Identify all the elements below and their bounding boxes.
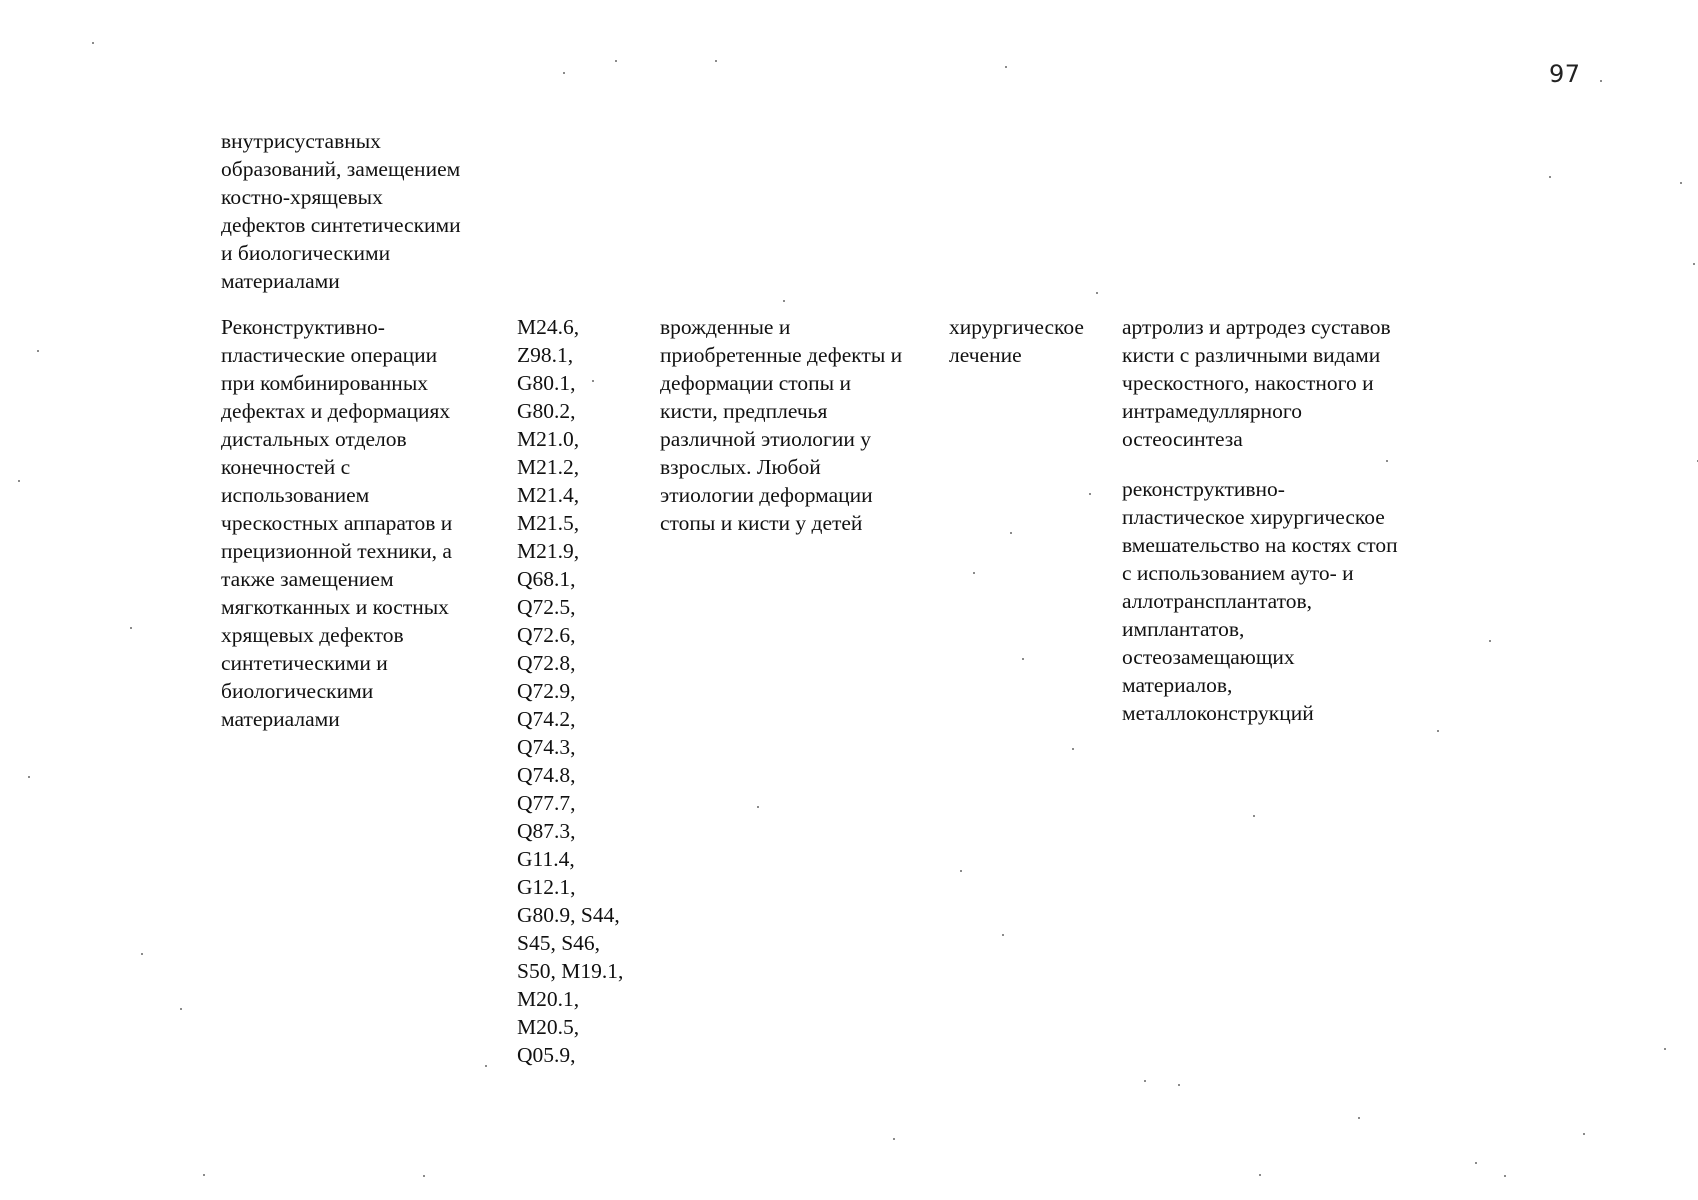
scan-speck — [18, 480, 20, 482]
scan-speck — [1253, 815, 1255, 817]
scan-speck — [973, 572, 975, 574]
scan-speck — [141, 953, 143, 955]
scan-speck — [1358, 1117, 1360, 1119]
scan-speck — [563, 72, 565, 74]
scan-speck — [130, 627, 132, 629]
scan-speck — [715, 60, 717, 62]
scan-speck — [1437, 730, 1439, 732]
scan-speck — [1096, 292, 1098, 294]
icd-codes: М24.6, Z98.1, G80.1, G80.2, M21.0, M21.2, M21.4, M21.5, M21.9, Q68.1, Q72.5, Q72.6, Q72.8, Q72.9, Q74.2, Q74.3, Q74.8, Q77.7, Q87.3, G11.4, G12.1, G80.9, S44, S45, S46, S50, M19.1, M20.1, M20.5, Q05.9, — [517, 315, 624, 1067]
method-description: Реконструктивно- пластические операции при комбинированных дефектах и деформациях дистальных отделов конечностей с использованием чрескостных аппаратов и прецизионной техники, а также замещением мягкотканных и костных хрящевых дефектов синтетическими и биологическими материалами — [221, 315, 453, 731]
scan-speck — [1680, 182, 1682, 184]
scan-speck — [1549, 176, 1551, 178]
scan-speck — [1022, 658, 1024, 660]
treatment-method-2: реконструктивно- пластическое хирургическое вмешательство на костях стоп с использованием ауто- и аллотрансплантатов, имплантатов, остеозамещающих материалов, металлоконструкций — [1122, 477, 1398, 725]
scan-speck — [1664, 1048, 1666, 1050]
scan-speck — [1005, 66, 1007, 68]
scan-speck — [1089, 493, 1091, 495]
scan-speck — [1600, 80, 1602, 82]
scan-speck — [1386, 460, 1388, 462]
scan-speck — [1002, 934, 1004, 936]
scan-speck — [1693, 263, 1695, 265]
scan-speck — [893, 1138, 895, 1140]
scan-speck — [28, 776, 30, 778]
scan-speck — [1475, 1162, 1477, 1164]
scan-speck — [1489, 640, 1491, 642]
scan-speck — [1144, 1080, 1146, 1082]
scan-speck — [615, 60, 617, 62]
scan-speck — [1583, 1133, 1585, 1135]
treatment-method-1: артролиз и артродез суставов кисти с различными видами чрескостного, накостного и интрамедуллярного остеосинтеза — [1122, 315, 1391, 451]
patient-model: врожденные и приобретенные дефекты и деформации стопы и кисти, предплечья различной этиологии у взрослых. Любой этиологии деформации стопы и кисти у детей — [660, 315, 903, 535]
scan-speck — [203, 1174, 205, 1176]
treatment-type: хирургическое лечение — [949, 315, 1084, 367]
scan-speck — [757, 806, 759, 808]
scan-speck — [1072, 748, 1074, 750]
page-number: 97 — [1549, 60, 1581, 88]
continued-method-description: внутрисуставных образований, замещением костно-хрящевых дефектов синтетическими и биологическими материалами — [221, 129, 461, 293]
scan-speck — [960, 870, 962, 872]
scan-speck — [92, 42, 94, 44]
scan-speck — [1259, 1174, 1261, 1176]
scan-speck — [37, 350, 39, 352]
scan-speck — [485, 1065, 487, 1067]
scan-speck — [180, 1008, 182, 1010]
scan-speck — [1178, 1084, 1180, 1086]
scan-speck — [423, 1175, 425, 1177]
scan-speck — [1504, 1175, 1506, 1177]
scan-speck — [592, 380, 594, 382]
scan-speck — [1010, 532, 1012, 534]
scan-speck — [783, 300, 785, 302]
